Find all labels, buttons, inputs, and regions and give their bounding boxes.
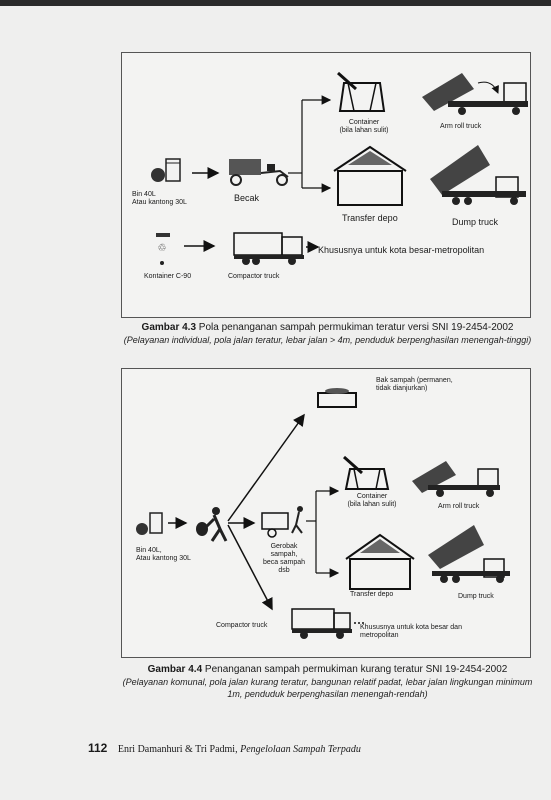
transfer-depo-label: Transfer depo	[350, 591, 394, 598]
footer-book-title: Pengelolaan Sampah Terpadu	[240, 744, 361, 755]
arm-roll-truck-icon	[422, 73, 528, 115]
dump-truck-icon	[430, 145, 526, 205]
kontainer-icon	[156, 233, 170, 265]
caption-4-3	[115, 321, 540, 346]
caption-4-4	[115, 663, 540, 700]
dump-truck-label: Dump truck	[452, 217, 499, 227]
container-label: Container (bila lahan sulit)	[347, 493, 397, 508]
caption-title: Pola penanganan sampah permukiman teratur versi SNI 19-2454-2002	[196, 322, 514, 333]
figure-4-3	[121, 52, 531, 318]
metropolitan-note: Khususnya untuk kota besar-metropolitan	[318, 245, 485, 255]
metropolitan-note: Khususnya untuk kota besar dan metropolitan	[360, 624, 462, 639]
caption-title: Penanganan sampah permukiman kurang teratur SNI 19-2454-2002	[202, 664, 508, 675]
figure-4-4	[121, 368, 531, 658]
container-icon	[338, 73, 384, 111]
arrow-to-bak-sampah	[228, 415, 304, 521]
bin-icon	[136, 513, 162, 535]
svg-text:♲: ♲	[157, 243, 167, 254]
gerobak-label: Gerobak sampah, beca sampah dsb	[262, 543, 306, 574]
arm-roll-truck-label: Arm roll truck	[438, 503, 480, 510]
caption-subtitle: (Pelayanan individual, pola jalan teratur, lebar jalan > 4m, penduduk berpenghasilan menengah-tinggi)	[123, 335, 532, 345]
figure-4-4-drawing	[122, 369, 530, 657]
container-icon	[344, 457, 388, 489]
container-label: Container (bila lahan sulit)	[339, 119, 389, 134]
compactor-truck-icon	[234, 233, 304, 265]
arm-roll-truck-icon	[412, 461, 500, 497]
bin-icon	[151, 159, 180, 182]
page-number: 112	[88, 741, 108, 755]
scan-top-edge	[0, 0, 551, 6]
arm-roll-truck-label: Arm roll truck	[440, 123, 482, 130]
gerobak-icon	[262, 506, 303, 537]
page-footer	[88, 741, 361, 755]
worker-icon	[196, 507, 226, 541]
transfer-depo-label: Transfer depo	[342, 213, 398, 223]
compactor-truck-label: Compactor truck	[228, 273, 280, 280]
becak-label: Becak	[234, 193, 260, 203]
transfer-depo-icon	[346, 535, 414, 589]
dump-truck-icon	[428, 525, 510, 583]
bak-sampah-icon	[318, 388, 356, 407]
bin-label: Bin 40L, Atau kantong 30L	[136, 547, 191, 562]
bak-sampah-label: Bak sampah (permanen, tidak dianjurkan)	[376, 377, 453, 392]
footer-authors: Enri Damanhuri & Tri Padmi,	[117, 744, 238, 755]
transfer-depo-icon	[334, 147, 406, 205]
kontainer-label: Kontainer C-90	[144, 273, 192, 280]
caption-number: Gambar 4.3	[141, 322, 197, 333]
caption-number: Gambar 4.4	[147, 664, 203, 675]
compactor-truck-icon	[292, 609, 352, 639]
compactor-truck-label: Compactor truck	[216, 622, 268, 629]
becak-icon	[229, 159, 288, 185]
bin-label: Bin 40L Atau kantong 30L	[132, 191, 187, 206]
caption-subtitle: (Pelayanan komunal, pola jalan kurang teratur, bangunan relatif padat, lebar jalan lingkungan minimum 1m, penduduk berpenghasilan menengah-rendah)	[122, 677, 533, 699]
dump-truck-label: Dump truck	[458, 593, 494, 600]
